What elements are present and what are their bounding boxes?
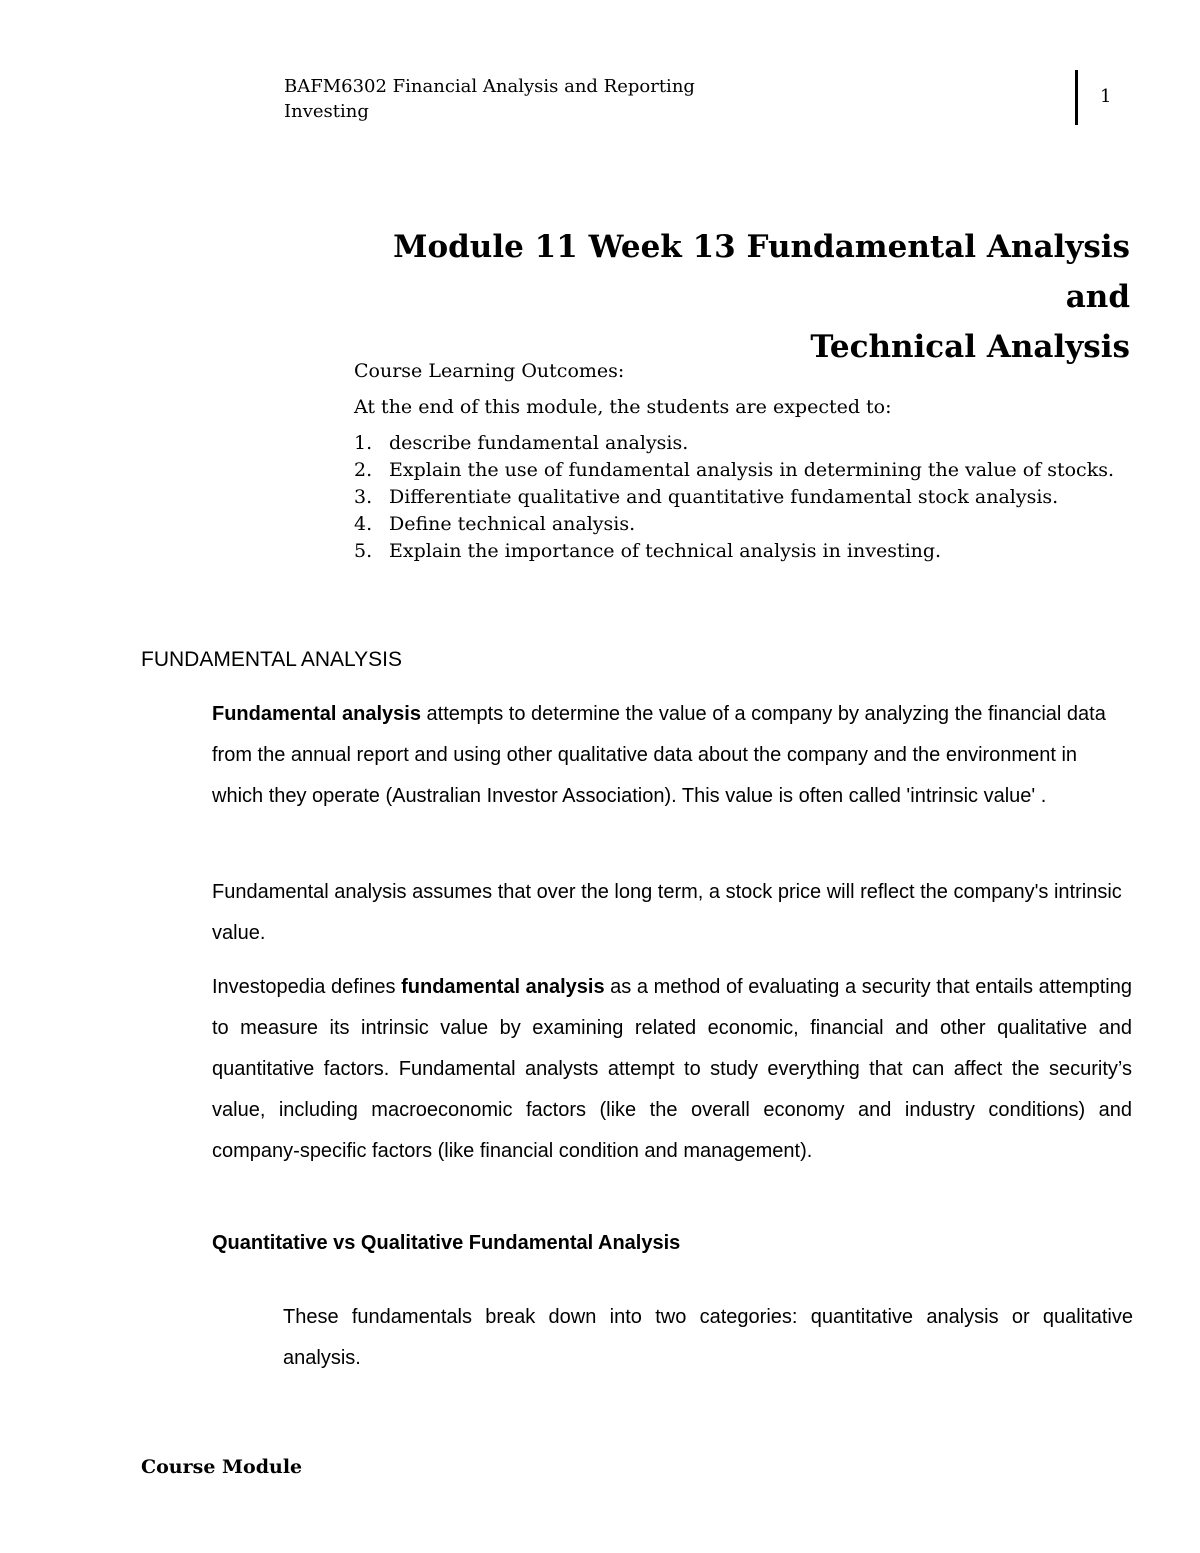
- learning-outcomes: [354, 358, 1134, 565]
- outcomes-heading: Course Learning Outcomes:: [354, 360, 625, 382]
- running-header: [284, 74, 695, 124]
- course-name: BAFM6302 Financial Analysis and Reporting: [284, 76, 695, 97]
- list-item: [354, 457, 1134, 484]
- list-item-number: 4.: [354, 513, 373, 535]
- module-title-line-2: Technical Analysis: [810, 329, 1130, 365]
- paragraph-definition: [212, 694, 1132, 817]
- list-item-number: 5.: [354, 540, 373, 562]
- course-subject: Investing: [284, 101, 369, 122]
- subsection-heading: Quantitative vs Qualitative Fundamental Analysis: [212, 1232, 681, 1254]
- outcomes-intro: At the end of this module, the students are expected to:: [354, 396, 892, 418]
- list-item-text: Explain the use of fundamental analysis in determining the value of stocks.: [389, 459, 1114, 481]
- header-divider: [1075, 70, 1078, 125]
- list-item-number: 1.: [354, 432, 373, 454]
- term-fundamental-analysis: fundamental analysis: [401, 976, 605, 998]
- paragraph-text: attempts to determine the value of a company by analyzing the financial data from the annual report and using other qualitative data about the company and the environment in which they operate (Australian Investor Association). This value is often called 'intrinsic value' .: [212, 703, 1106, 807]
- section-heading: FUNDAMENTAL ANALYSIS: [141, 648, 403, 671]
- module-title: [330, 222, 1130, 372]
- list-item-text: Define technical analysis.: [389, 513, 636, 535]
- paragraph-categories: These fundamentals break down into two categories: quantitative analysis or qualitative analysis.: [283, 1306, 1133, 1369]
- list-item-number: 2.: [354, 459, 373, 481]
- list-item: [354, 511, 1134, 538]
- list-item-text: Explain the importance of technical analysis in investing.: [389, 540, 942, 562]
- paragraph-assumption: Fundamental analysis assumes that over the long term, a stock price will reflect the company's intrinsic value.: [212, 881, 1122, 944]
- paragraph-text: Investopedia defines: [212, 976, 402, 998]
- page-number: 1: [1100, 86, 1112, 107]
- list-item: [354, 484, 1134, 511]
- paragraph-text: as a method of evaluating a security that entails attempting to measure its intrinsic value by examining related economic, financial and other qualitative and quantitative factors. Fundamental analysts attempt to study everything that can affect the security’s value, including macroeconomic factors (like the overall economy and industry conditions) and company-specific factors (like financial condition and management).: [212, 976, 1132, 1162]
- page-footer: Course Module: [141, 1456, 303, 1478]
- list-item-text: Differentiate qualitative and quantitative fundamental stock analysis.: [389, 486, 1059, 508]
- list-item: [354, 430, 1134, 457]
- paragraph-investopedia: [212, 967, 1132, 1172]
- list-item: [354, 538, 1134, 565]
- list-item-number: 3.: [354, 486, 373, 508]
- outcomes-list: [354, 430, 1134, 565]
- module-title-line-1: Module 11 Week 13 Fundamental Analysis and: [393, 229, 1130, 315]
- term-fundamental-analysis: Fundamental analysis: [212, 703, 421, 725]
- list-item-text: describe fundamental analysis.: [389, 432, 689, 454]
